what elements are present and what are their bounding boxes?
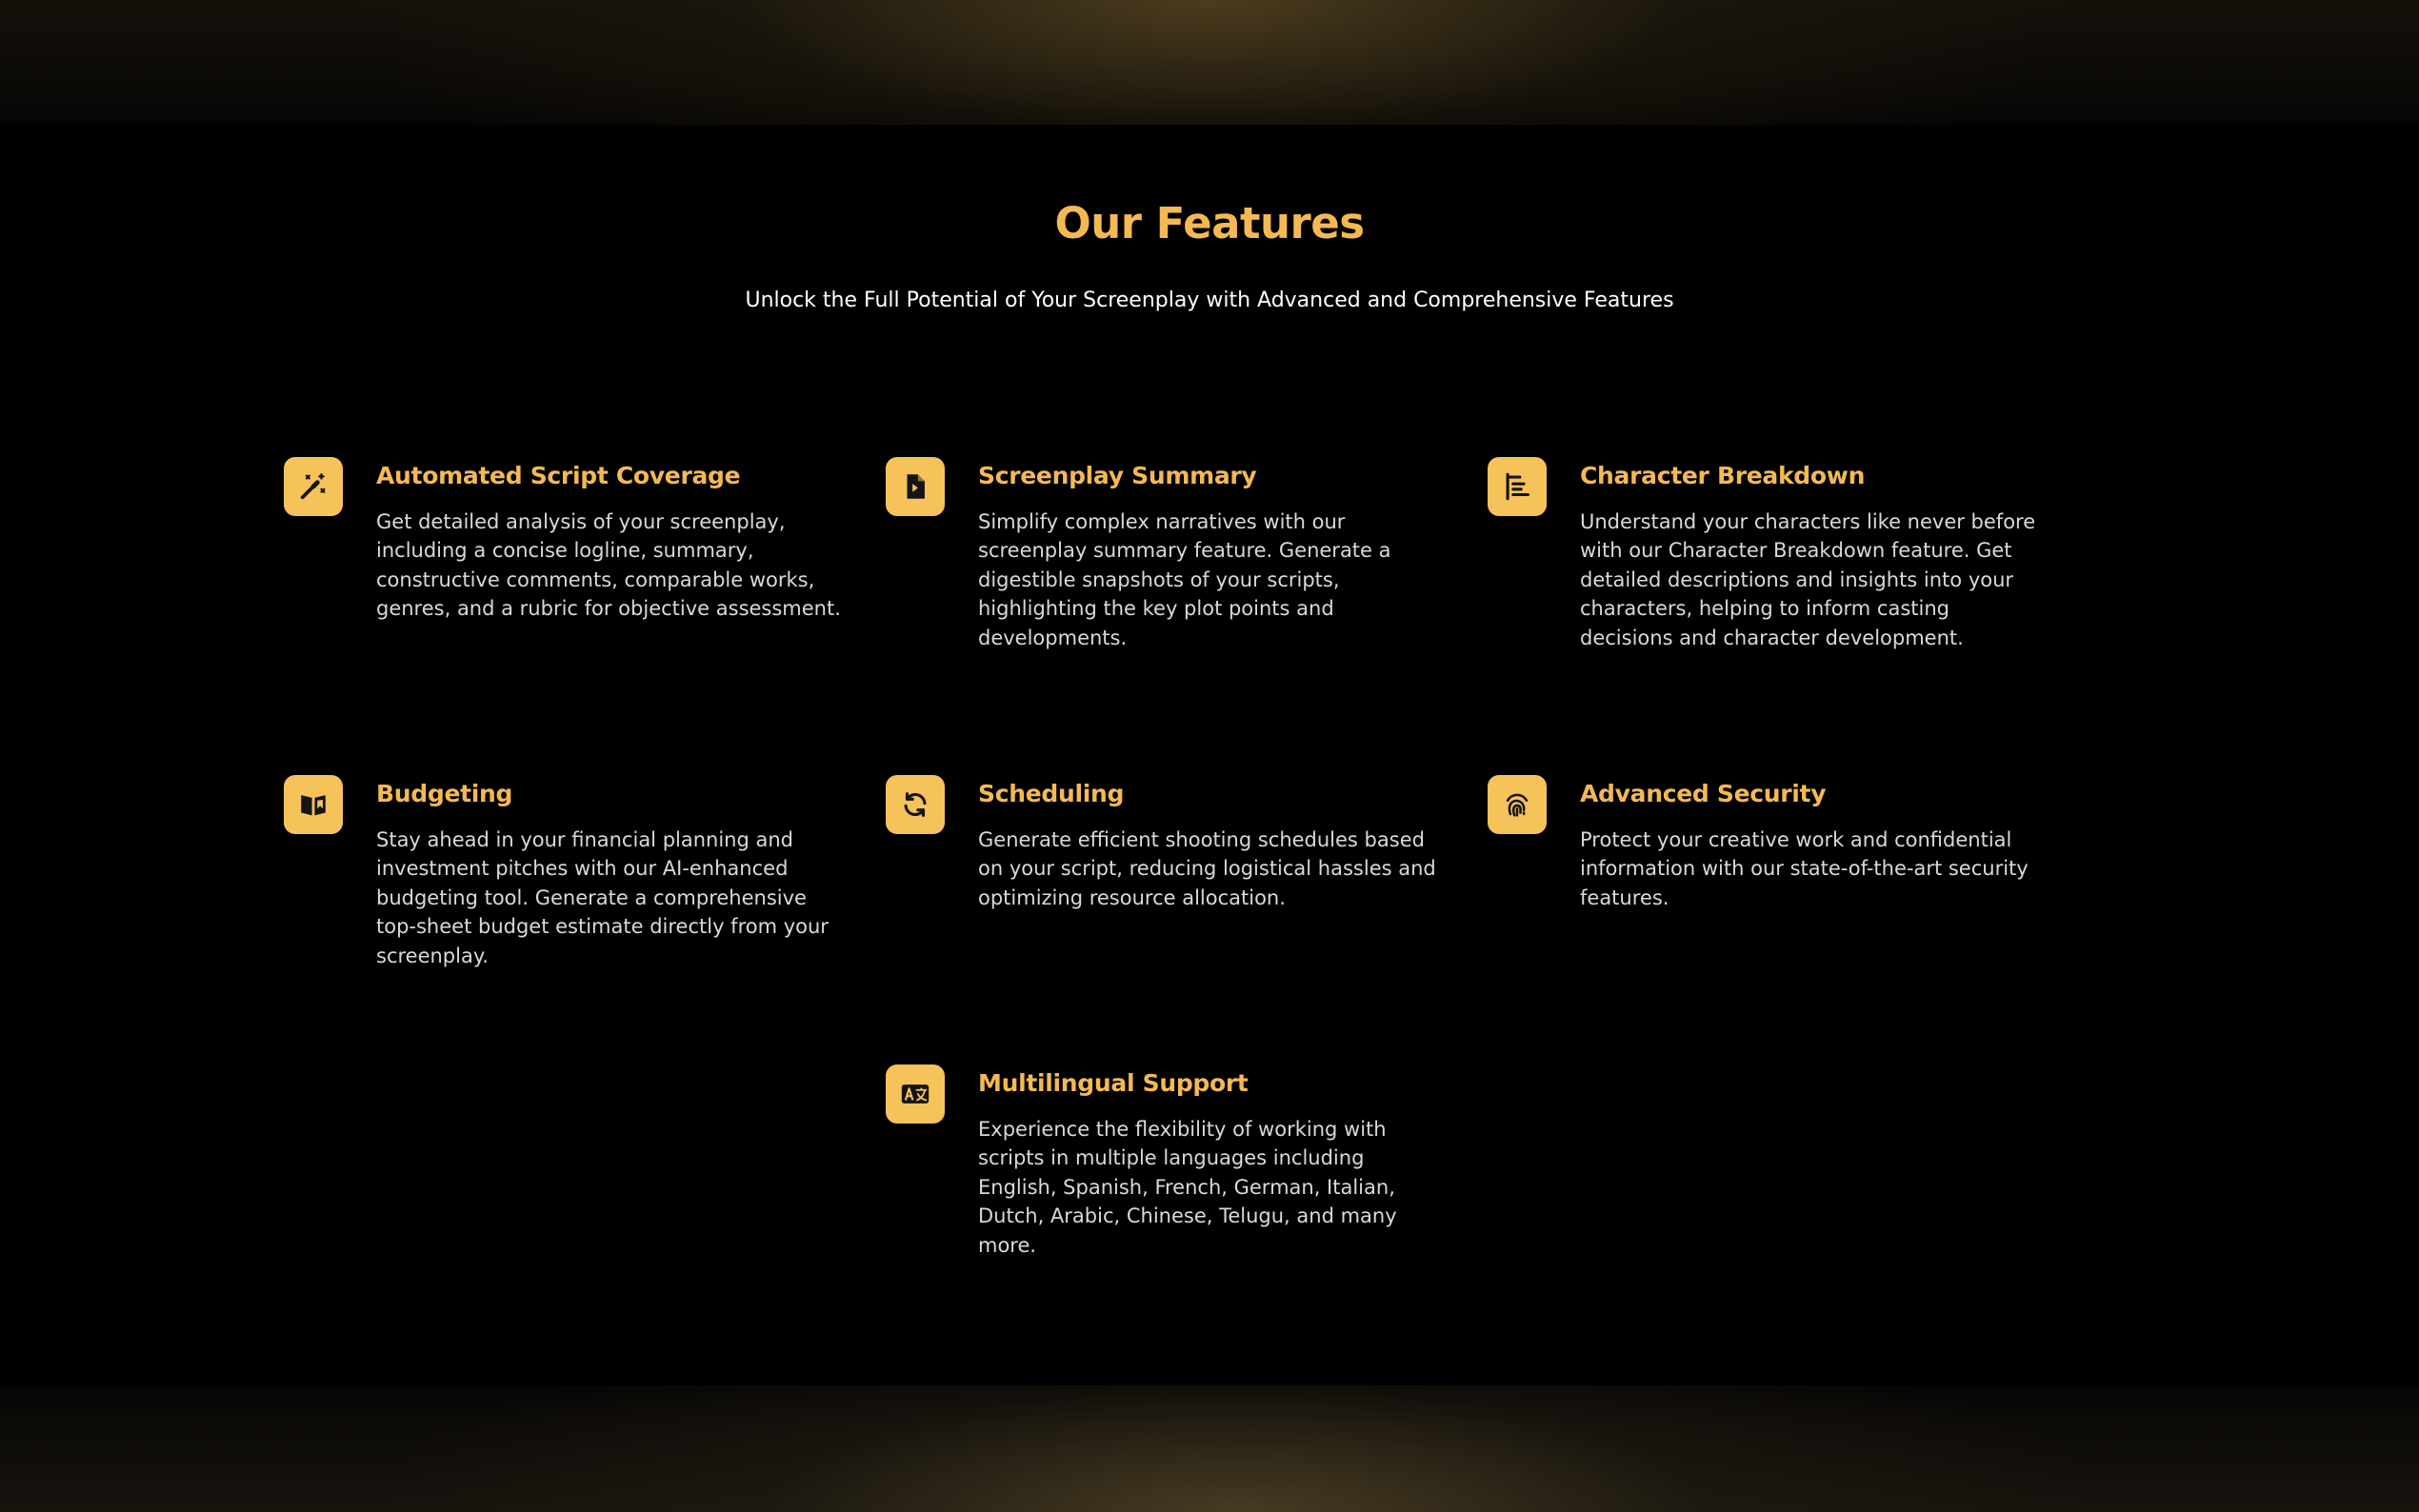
document-icon	[886, 457, 945, 516]
feature-description: Protect your creative work and confidential information with our state-of-the-art security features.	[1580, 828, 2029, 909]
feature-title: Multilingual Support	[978, 1069, 1249, 1097]
section-subtitle: Unlock the Full Potential of Your Screenplay with Advanced and Comprehensive Features	[745, 288, 1674, 312]
feature-description: Generate efficient shooting schedules based on your script, reducing logistical hassles and optimizing resource allocation.	[978, 828, 1436, 909]
section-title: Our Features	[1054, 198, 1365, 249]
list-tree-icon	[1488, 457, 1547, 516]
feature-title: Advanced Security	[1580, 780, 1827, 807]
refresh-cycle-icon	[886, 775, 945, 834]
feature-description: Experience the flexibility of working with scripts in multiple languages including English, Spanish, French, German, Italian, Dutch, Arabic, Chinese, Telugu, and many more.	[978, 1118, 1397, 1257]
fingerprint-icon	[1488, 775, 1547, 834]
feature-title: Character Breakdown	[1580, 462, 1866, 489]
feature-title: Automated Script Coverage	[376, 462, 741, 489]
open-book-icon	[284, 775, 343, 834]
feature-title: Screenplay Summary	[978, 462, 1257, 489]
feature-description: Understand your characters like never before with our Character Breakdown feature. Get detailed descriptions and insights into your characters, helping to inform casting decisions and character development.	[1580, 510, 2036, 649]
feature-description: Simplify complex narratives with our screenplay summary feature. Generate a digestible snapshots of your scripts, highlighting the key plot points and developments.	[978, 510, 1391, 649]
magic-wand-icon	[284, 457, 343, 516]
feature-title: Scheduling	[978, 780, 1125, 807]
feature-title: Budgeting	[376, 780, 513, 807]
translate-icon	[886, 1064, 945, 1124]
top-banner-image	[0, 0, 2419, 125]
feature-description: Get detailed analysis of your screenplay, including a concise logline, summary, constructive comments, comparable works, genres, and a rubric for objective assessment.	[376, 510, 841, 621]
bottom-banner-image	[0, 1385, 2419, 1512]
feature-description: Stay ahead in your financial planning and investment pitches with our AI-enhanced budgeting tool. Generate a comprehensive top-sheet budget estimate directly from your screenplay.	[376, 828, 829, 967]
